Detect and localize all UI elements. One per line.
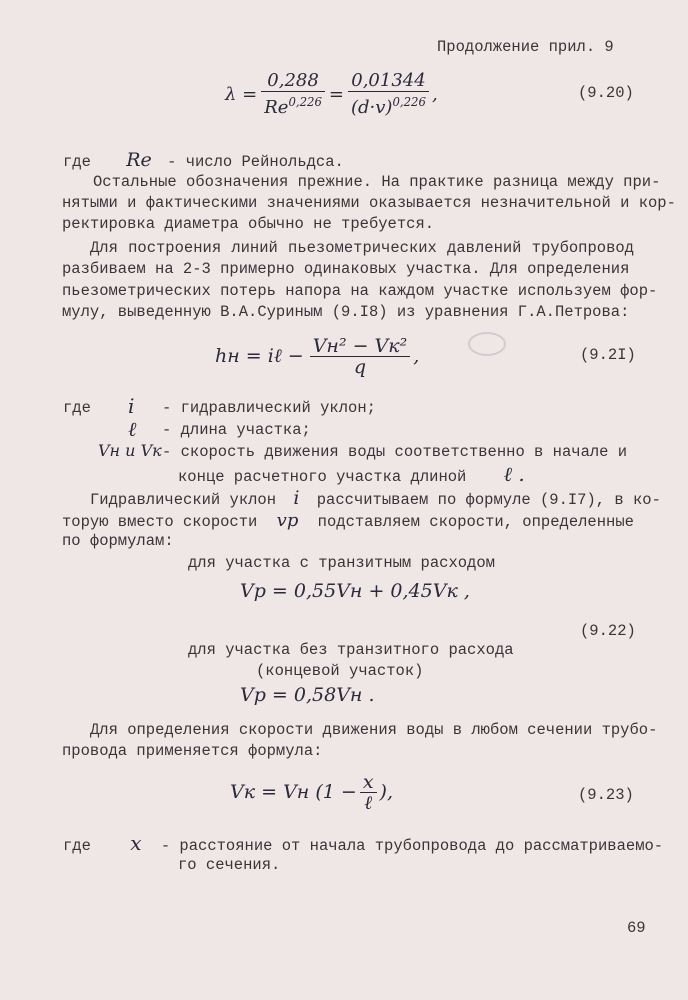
def-velocity-cont-text: конце расчетного участка длиной	[178, 468, 467, 486]
ink-stamp-mark	[468, 332, 506, 356]
eq-9-23-numerator: x	[360, 772, 377, 793]
eq-9-20-fraction-1	[261, 71, 325, 118]
para-2-line-1: Для построения линий пьезометрических давлений трубопровод	[90, 239, 634, 257]
equation-9-23	[230, 768, 393, 816]
formula-9-22: Vр = 0,55Vн + 0,45Vк ,	[240, 580, 470, 602]
para-3-l1-a: Гидравлический уклон	[90, 491, 277, 509]
equation-number-9-20: (9.20)	[578, 84, 634, 102]
para-3-l1-b: рассчитываем по формуле (9.I7), в ко-	[316, 491, 661, 509]
eq-9-23-denominator: ℓ	[364, 791, 373, 814]
para-3-symbol-vp: vр	[276, 510, 299, 531]
def-velocity-cont	[178, 464, 525, 488]
no-transit-label-2: (концевой участок)	[256, 662, 424, 680]
para-3-line-1	[90, 488, 661, 511]
def-section-length: - длина участка;	[162, 421, 311, 439]
para-2-line-2: разбиваем на 2-3 примерно одинаковых участка. Для определения	[62, 260, 630, 278]
def-distance-cont: го сечения.	[178, 856, 281, 874]
eq-9-21-tail: ,	[413, 345, 420, 367]
eq-9-21-numerator: Vн² − Vк²	[310, 336, 411, 357]
para-3-symbol-i: i	[293, 487, 300, 509]
continuation-header: Продолжение прил. 9	[437, 38, 614, 56]
re-symbol: Re	[126, 149, 152, 171]
symbol-x: x	[130, 831, 142, 855]
symbol-i: i	[128, 394, 135, 418]
eq-9-20-lhs: λ =	[225, 83, 258, 105]
para-3-l2-a: торую вместо скорости	[62, 513, 258, 531]
equation-number-9-21: (9.2I)	[580, 346, 636, 364]
re-definition: - число Рейнольдса.	[167, 153, 344, 171]
def-velocity: - скорость движения воды соответственно в начале и	[162, 443, 628, 461]
page-number: 69	[627, 919, 646, 937]
para-4-line-1: Для определения скорости движения воды в любом сечении трубо-	[90, 721, 658, 739]
transit-label: для участка с транзитным расходом	[188, 554, 495, 572]
eq-9-20-f1-den-exp: 0,226	[288, 94, 322, 109]
eq-9-20-f1-den-base: Re	[264, 96, 289, 118]
eq-9-21-fraction	[310, 336, 411, 377]
symbol-vn-vk: Vн и Vк	[98, 441, 162, 460]
symbol-l: ℓ	[128, 417, 137, 441]
symbol-l-length: ℓ .	[503, 462, 525, 486]
where-re-line	[63, 150, 344, 173]
eq-9-20-fraction-2	[348, 71, 429, 118]
where-list-label: где	[63, 399, 91, 417]
eq-9-20-f1-numerator: 0,288	[261, 71, 325, 92]
para-3-l2-b: подставляем скорости, определенные	[317, 513, 634, 531]
eq-9-23-tail: ),	[379, 781, 393, 803]
eq-9-20-tail: ,	[431, 83, 438, 105]
para-2-line-4: мулу, выведенную В.А.Суриным (9.I8) из уравнения Г.А.Петрова:	[62, 303, 630, 321]
no-transit-label-1: для участка без транзитного расхода	[188, 641, 514, 659]
para-2-line-3: пьезометрических потерь напора на каждом участке используем фор-	[62, 282, 658, 300]
where-label: где	[63, 153, 91, 171]
eq-9-20-f2-den-base: (d·v)	[351, 96, 393, 118]
eq-9-20-f2-numerator: 0,01344	[348, 71, 429, 92]
para-1-line-1: Остальные обозначения прежние. На практике разница между при-	[93, 173, 661, 191]
eq-9-20-f2-denominator	[348, 92, 429, 118]
eq-9-21-denominator: q	[353, 355, 367, 378]
para-3-line-2	[62, 510, 634, 533]
equation-number-9-22: (9.22)	[580, 622, 636, 640]
def-hydraulic-gradient: - гидравлический уклон;	[162, 399, 376, 417]
equation-9-21	[215, 332, 419, 380]
eq-9-20-f2-den-exp: 0,226	[392, 94, 426, 109]
equation-9-20	[225, 70, 438, 118]
para-3-line-3: по формулам:	[62, 532, 174, 550]
def-distance: - расстояние от начала трубопровода до рассматриваемо-	[160, 837, 664, 855]
eq-9-20-equals: =	[328, 83, 344, 105]
eq-9-20-f1-denominator	[261, 92, 325, 118]
equation-number-9-23: (9.23)	[578, 786, 634, 804]
eq-9-23-lhs: Vк = Vн (1 −	[230, 781, 357, 803]
para-1-line-3: ректировка диаметра обычно не требуется.	[62, 215, 435, 233]
where-x-line	[63, 833, 663, 857]
eq-9-23-fraction	[360, 772, 377, 813]
para-1-line-2: нятыми и фактическими значениями оказывается незначительной и кор-	[62, 194, 676, 212]
where-x-label: где	[63, 837, 91, 855]
formula-terminal-section: Vр = 0,58Vн .	[240, 684, 375, 706]
para-4-line-2: провода применяется формула:	[62, 742, 323, 760]
eq-9-21-lhs: hн = iℓ −	[215, 344, 304, 367]
